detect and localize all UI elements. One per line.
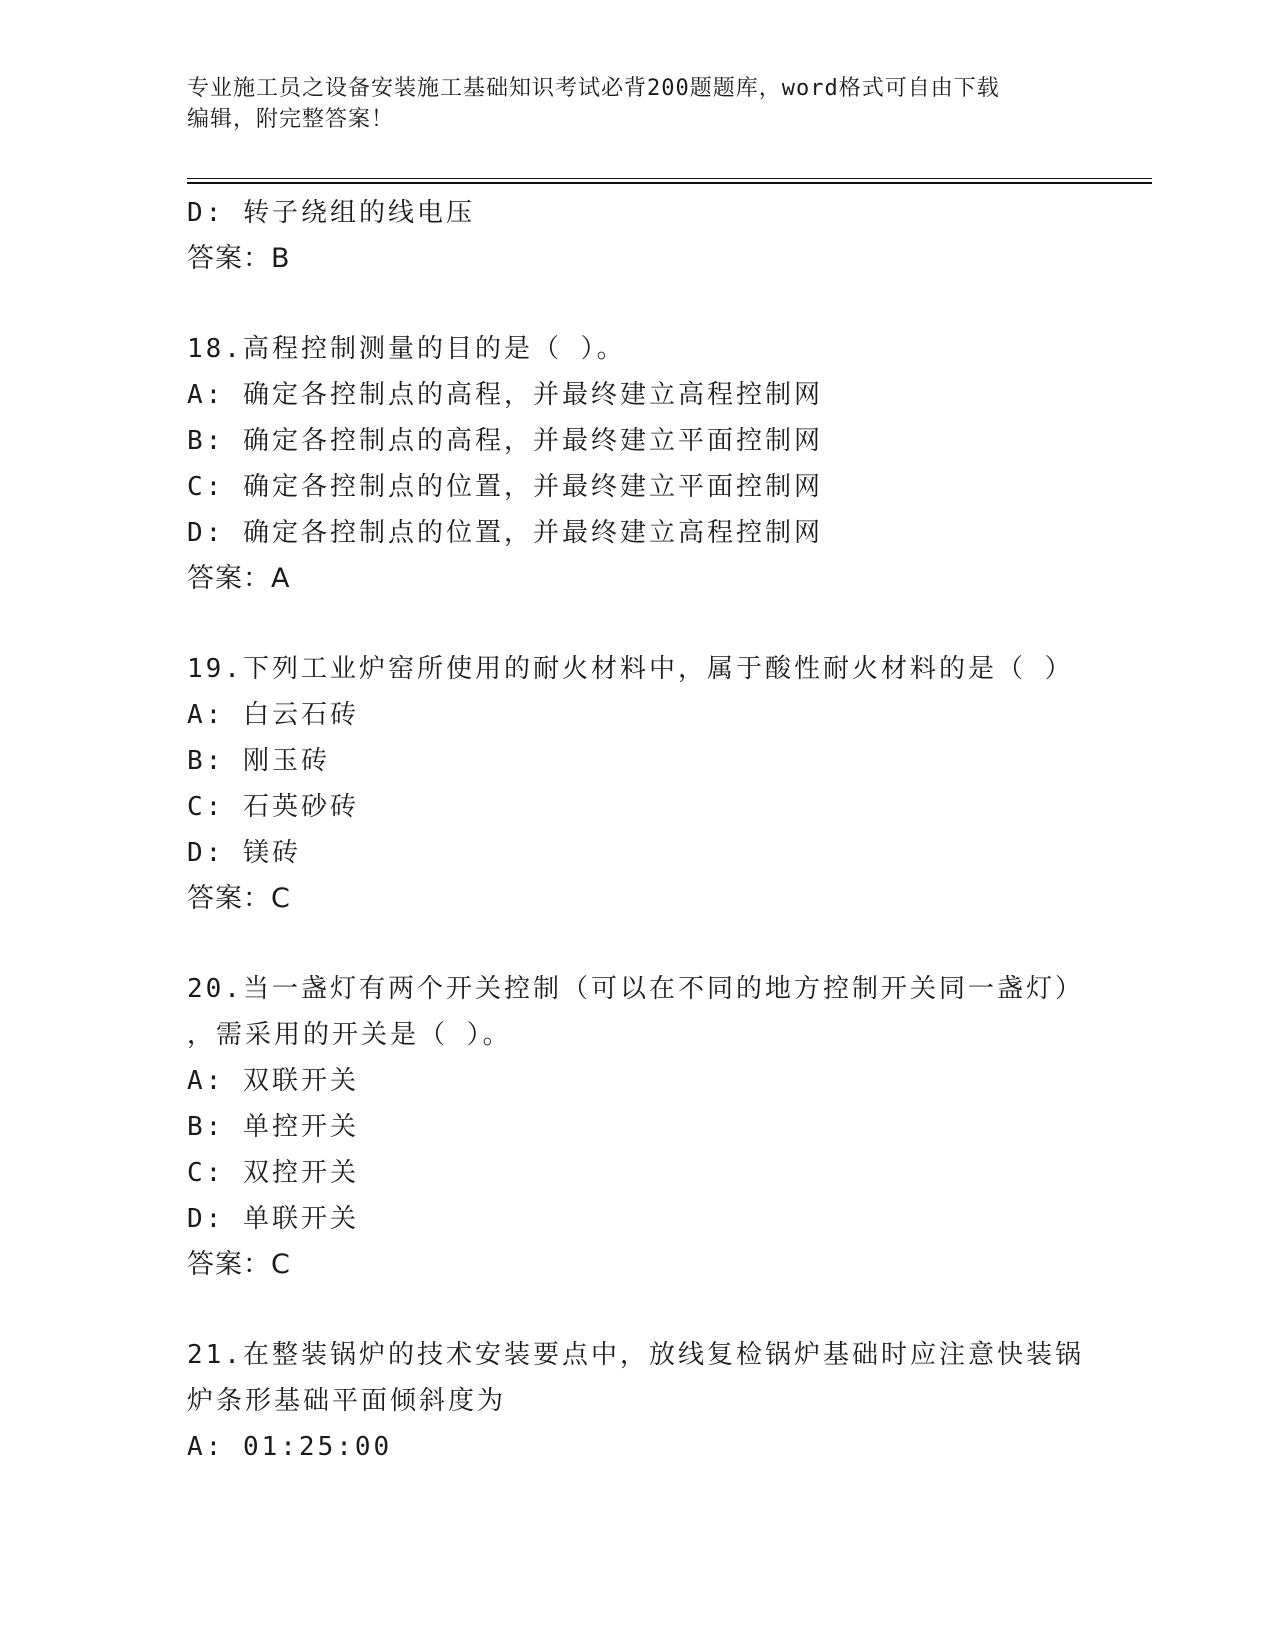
option-c: C: 确定各控制点的位置，并最终建立平面控制网 [187, 472, 823, 502]
question-stem-line-1: 20.当一盏灯有两个开关控制（可以在不同的地方控制开关同一盏灯） [187, 974, 1084, 1004]
header-title-line-1: 专业施工员之设备安装施工基础知识考试必背200题题库，word格式可自由下载 [187, 76, 1000, 101]
question-19 [187, 646, 1087, 922]
question-20 [187, 966, 1087, 1288]
option-d: D: 转子绕组的线电压 [187, 198, 475, 228]
option-b: B: 刚玉砖 [187, 746, 330, 776]
answer-label: 答案：B [187, 243, 291, 274]
question-18 [187, 326, 1087, 602]
option-d: D: 单联开关 [187, 1204, 359, 1234]
question-17 [187, 190, 1087, 282]
option-a: A: 01:25:00 [187, 1432, 393, 1462]
question-stem-line-2: ，需采用的开关是（ ）。 [187, 1020, 512, 1050]
header-divider-thin [187, 178, 1152, 179]
question-stem: 19.下列工业炉窑所使用的耐火材料中，属于酸性耐火材料的是（ ） [187, 654, 1074, 684]
header-divider-thick [187, 182, 1152, 184]
question-21 [187, 1332, 1087, 1470]
question-list [187, 190, 1087, 1470]
option-c: C: 石英砂砖 [187, 792, 359, 822]
question-stem-line-2: 炉条形基础平面倾斜度为 [187, 1386, 507, 1416]
header-title-line-2: 编辑，附完整答案！ [187, 107, 395, 132]
option-d: D: 确定各控制点的位置，并最终建立高程控制网 [187, 518, 823, 548]
spacer [187, 922, 1087, 966]
option-c: C: 双控开关 [187, 1158, 359, 1188]
spacer [187, 602, 1087, 646]
answer-label: 答案：C [187, 883, 291, 914]
spacer [187, 282, 1087, 326]
option-a: A: 双联开关 [187, 1066, 359, 1096]
option-d: D: 镁砖 [187, 838, 301, 868]
option-a: A: 确定各控制点的高程，并最终建立高程控制网 [187, 380, 823, 410]
option-a: A: 白云石砖 [187, 700, 359, 730]
answer-label: 答案：A [187, 563, 291, 594]
option-b: B: 确定各控制点的高程，并最终建立平面控制网 [187, 426, 823, 456]
question-stem-line-1: 21.在整装锅炉的技术安装要点中，放线复检锅炉基础时应注意快装锅 [187, 1340, 1084, 1370]
question-stem: 18.高程控制测量的目的是（ ）。 [187, 334, 626, 364]
spacer [187, 1288, 1087, 1332]
answer-label: 答案：C [187, 1249, 291, 1280]
option-b: B: 单控开关 [187, 1112, 359, 1142]
page-header [187, 73, 1067, 135]
